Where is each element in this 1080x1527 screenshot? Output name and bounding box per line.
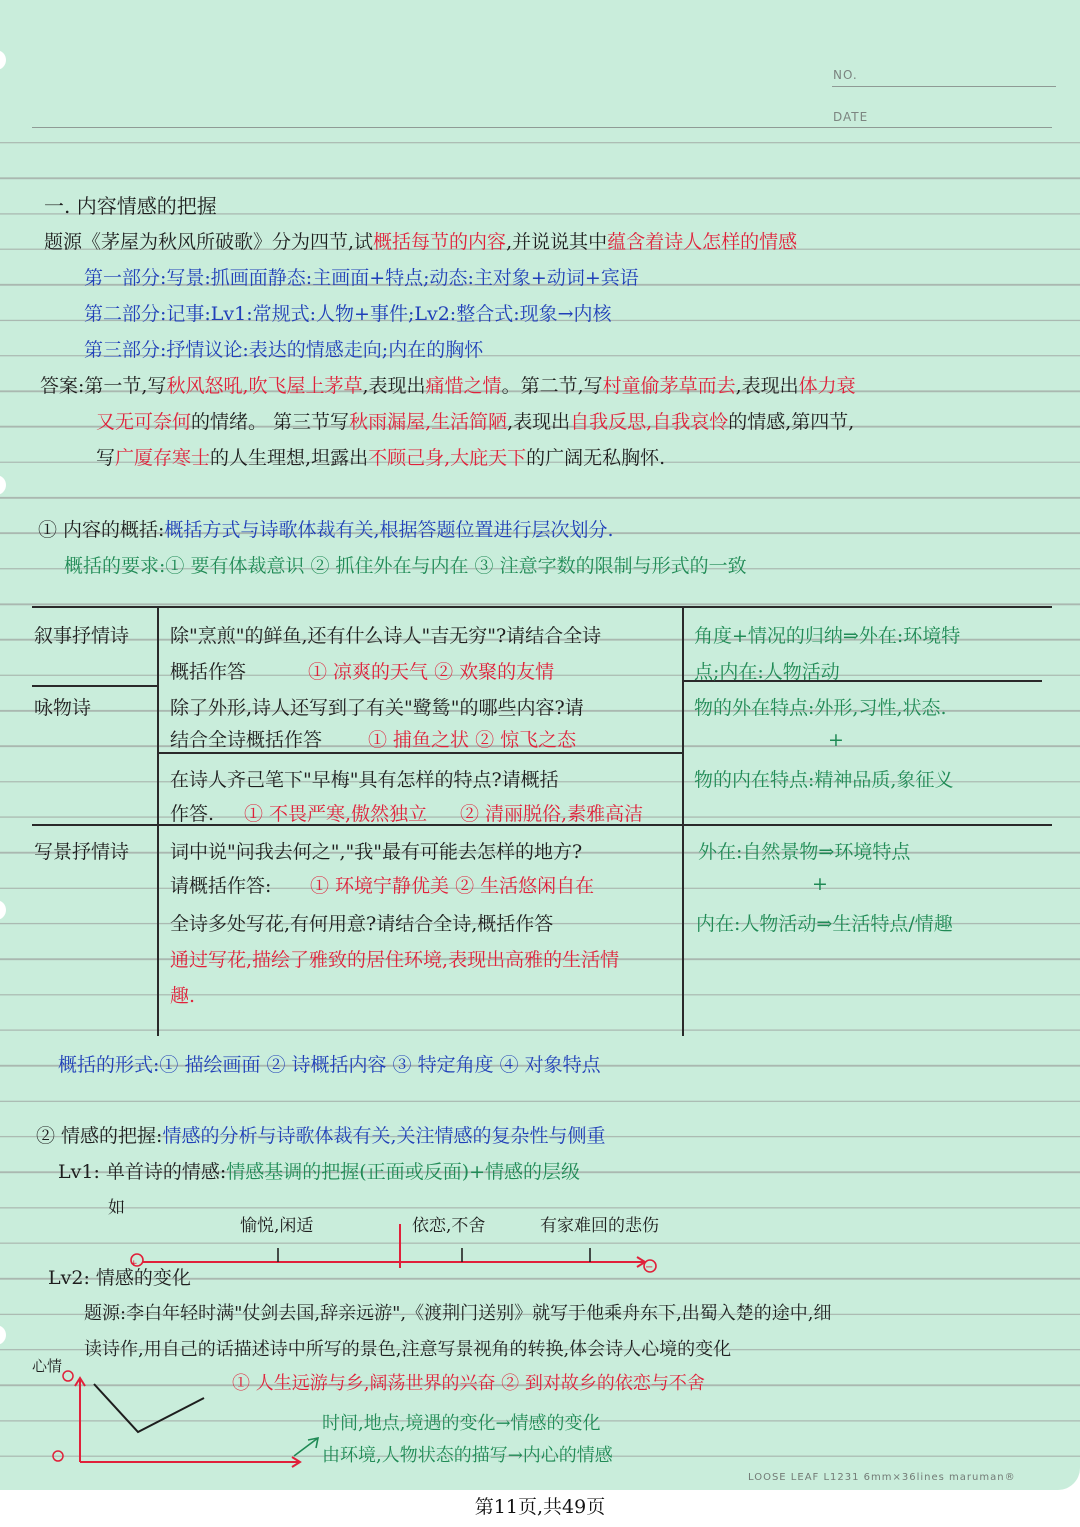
negative-circle-icon xyxy=(53,1451,63,1461)
lv1-line: Lv1: 单首诗的情感:情感基调的把握(正面或反面)+情感的层级 xyxy=(58,1161,581,1183)
part-3: 第三部分:抒情议论:表达的情感走向;内在的胸怀 xyxy=(84,339,484,361)
loose-leaf-sheet: NO. DATE 一. 内容情感的把握 题源《茅屋为秋风所破歌》分为四节,试概括每节的内容,并说说其中蕴含着诗人怎样的情感 第一部分:写景:抓画面静态:主画面+特点;动态:主对象+动词+宾语 第二部分:记事:Lv1:常规式:人物+事件;Lv2:整合式:现象→内核 第三部分:抒情议论:表达的情感走向;内在的胸怀 答案:第一节,写秋风怒吼,吹飞屋上茅草,表现出痛惜之情。第二节,写村童偷茅草而去,表现出体力衰 又无可奈何的情绪。 第三节写秋雨漏屋,生活简陋,表现出自我反思,自我哀怜的情感,第四节, 写广厦存寒士的人生理想,坦露出不顾己身,大庇天下的广阔无私胸怀. ① 内容的概括:概括方式与诗歌体裁有关,根据答题位置进行层次划分. 概括的要求:① 要有体裁意识 ② 抓住外在与内在 ③ 注意字数的限制与形式的一致 叙事抒情诗 除"烹煎"的鲜鱼,还有什么诗人"吉无穷"?请结合全诗 概括作答 ① 凉爽的天气 ② 欢聚的友情 角度+情况的归纳⇒外在:环境特 点;内在:人物活动 咏物诗 除了外形,诗人还写到了有关"鹭鸶"的哪些内容?请 结合全诗概括作答 ① 捕鱼之状 ② 惊飞之态 物的外在特点:外形,习性,状态. + 在诗人齐己笔下"早梅"具有怎样的特点?请概括 作答. ① 不畏严寒,傲然独立 ② 清丽脱俗,素雅高洁 物的内在特点:精神品质,象征义 写景抒情诗 词中说"问我去何之","我"最有可能去怎样的地方? 请概括作答: ① 环境宁静优美 ② 生活悠闲自在 外在:自然景物⇒环境特点 + 全诗多处写花,有何用意?请结合全诗,概括作答 通过写花,描绘了雅致的居住环境,表现出高雅的生活情 趣. 内在:人物活动⇒生活特点/情趣 概括的形式:① 描绘画面 ② 诗概括内容 ③ 特定角度 ④ 对象特点 ② 情感的把握:情感的分析与诗歌体裁有关,关注情感的复杂性与侧重 Lv1: 单首诗的情感:情感基调的把握(正面或反面)+情感的层级 如 + − 愉悦,闲适 依恋,不舍 有家难回的悲伤 Lv2: 情感的变化 题源:李白年轻时满"仗剑去国,辞亲远游",《渡荆门送别》就写于他乘舟东下,出蜀入楚的途中,细 读诗作,用自己的话描述诗中所写的景色,注意写景视角的转换,体会诗人心境的变化 ① 人生远游与乡,阔荡世界的兴奋 ② 到对故乡的依恋与不舍 心情 时间,地点,境遇的变化→情感的变化 由环境,人物状态的描写→内心的情感 LOOSE LEAF L1231 6mm×36lines maruman® xyxy=(0,0,1080,1490)
question-line: 题源《茅屋为秋风所破歌》分为四节,试概括每节的内容,并说说其中蕴含着诗人怎样的情感 xyxy=(44,231,798,253)
answer-line-2: 又无可奈何的情绪。 第三节写秋雨漏屋,生活简陋,表现出自我反思,自我哀怜的情感,第四节, xyxy=(96,411,855,433)
note-line-1: 时间,地点,境遇的变化→情感的变化 xyxy=(322,1413,601,1434)
source-line-2: 读诗作,用自己的话描述诗中所写的景色,注意写景视角的转换,体会诗人心境的变化 xyxy=(84,1339,732,1360)
emotion-title: ② 情感的把握:情感的分析与诗歌体裁有关,关注情感的复杂性与侧重 xyxy=(36,1125,606,1147)
brand-label: LOOSE LEAF L1231 6mm×36lines maruman® xyxy=(748,1472,1016,1483)
table-row-type: 叙事抒情诗 xyxy=(34,625,130,647)
page-indicator: 第11页,共49页 xyxy=(474,1496,606,1518)
table-row-type: 咏物诗 xyxy=(34,697,92,719)
content-summary-title: ① 内容的概括:概括方式与诗歌体裁有关,根据答题位置进行层次划分. xyxy=(38,519,614,541)
date-label: DATE xyxy=(833,110,869,124)
summary-form: 概括的形式:① 描绘画面 ② 诗概括内容 ③ 特定角度 ④ 对象特点 xyxy=(58,1054,601,1076)
table-row-type: 写景抒情诗 xyxy=(34,841,130,863)
scale-label: 愉悦,闲适 xyxy=(240,1216,314,1236)
plus-sign: + xyxy=(828,729,844,751)
plus-sign: + xyxy=(812,873,828,895)
svg-text:−: − xyxy=(645,1262,654,1273)
answer-line-3: 写广厦存寒士的人生理想,坦露出不顾己身,大庇天下的广阔无私胸怀. xyxy=(96,447,666,469)
positive-circle-icon xyxy=(63,1371,73,1381)
no-label: NO. xyxy=(833,68,858,82)
answer-line-1: 答案:第一节,写秋风怒吼,吹飞屋上茅草,表现出痛惜之情。第二节,写村童偷茅草而去,表现出体力衰 xyxy=(40,375,856,397)
section-title: 一. 内容情感的把握 xyxy=(44,194,217,218)
note-line-2: 由环境,人物状态的描写→内心的情感 xyxy=(322,1445,613,1466)
axis-label: 心情 xyxy=(32,1357,63,1375)
part-1: 第一部分:写景:抓画面静态:主画面+特点;动态:主对象+动词+宾语 xyxy=(84,267,639,289)
part-2: 第二部分:记事:Lv1:常规式:人物+事件;Lv2:整合式:现象→内核 xyxy=(84,303,612,325)
svg-text:+: + xyxy=(130,1259,138,1269)
source-line-1: 题源:李白年轻时满"仗剑去国,辞亲远游",《渡荆门送别》就写于他乘舟东下,出蜀入楚的途中,细 xyxy=(84,1303,832,1324)
source-answer: ① 人生远游与乡,阔荡世界的兴奋 ② 到对故乡的依恋与不舍 xyxy=(232,1373,705,1394)
summary-requirements: 概括的要求:① 要有体裁意识 ② 抓住外在与内在 ③ 注意字数的限制与形式的一致 xyxy=(64,555,747,577)
lv2-label: Lv2: 情感的变化 xyxy=(48,1267,191,1289)
example-label: 如 xyxy=(108,1198,125,1218)
scale-label: 有家难回的悲伤 xyxy=(540,1216,659,1236)
mood-curve xyxy=(94,1384,204,1432)
scale-label: 依恋,不舍 xyxy=(412,1216,486,1236)
